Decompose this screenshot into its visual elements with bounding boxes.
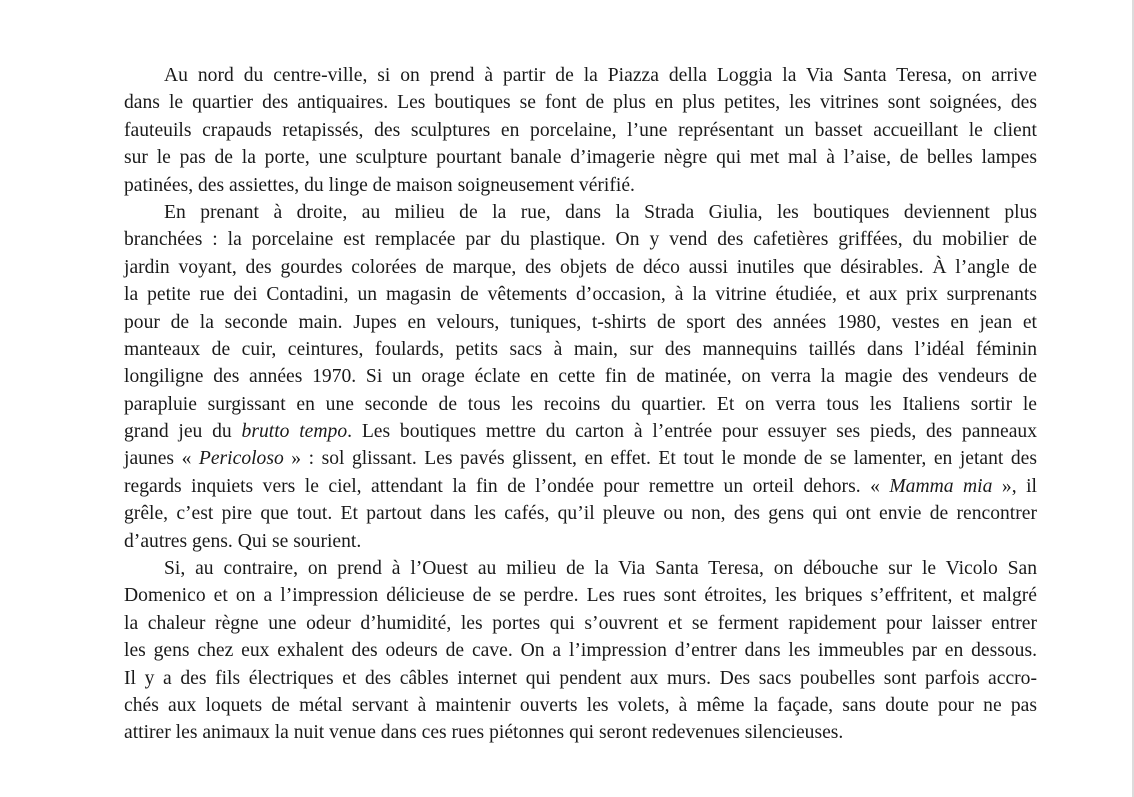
text-line — [124, 418, 1037, 445]
text-line: manteaux de cuir, ceintures, foulards, petits sacs à main, sur des mannequins taillés dans l’idéal féminin — [124, 338, 1037, 360]
paragraph — [124, 62, 1037, 199]
text-line: d’autres gens. Qui se sourient. — [124, 530, 362, 552]
text-segment: regards inquiets vers le ciel, attendant la fin de l’ondée pour remettre un orteil dehors. « — [124, 475, 890, 497]
text-line: jardin voyant, des gourdes colorées de marque, des objets de déco aussi inutiles que désirables. À l’angle de — [124, 256, 1037, 278]
text-line: Domenico et on a l’impression délicieuse de se perdre. Les rues sont étroites, les briques s’effritent, et malgré — [124, 585, 1037, 607]
document-page — [124, 62, 1037, 747]
text-line — [124, 473, 1037, 500]
text-line: les gens chez eux exhalent des odeurs de cave. On a l’impression d’entrer dans les immeubles par en dessous. — [124, 640, 1037, 662]
text-line: attirer les animaux la nuit venue dans ces rues piétonnes qui seront redevenues silencieuses. — [124, 722, 844, 744]
text-line: Si, au contraire, on prend à l’Ouest au milieu de la Via Santa Teresa, on débouche sur le Vicolo San — [164, 558, 1037, 580]
text-line: sur le pas de la porte, une sculpture pourtant banale d’imagerie nègre qui met mal à l’aise, de belles lampes — [124, 147, 1037, 169]
text-line: En prenant à droite, au milieu de la rue, dans la Strada Giulia, les boutiques deviennent plus — [164, 201, 1037, 223]
text-line: pour de la seconde main. Jupes en velours, tuniques, t-shirts de sport des années 1980, vestes en jean et — [124, 311, 1037, 333]
text-line — [124, 445, 1037, 472]
text-line: Au nord du centre-ville, si on prend à partir de la Piazza della Loggia la Via Santa Teresa, on arrive — [164, 65, 1037, 86]
paragraph — [124, 555, 1037, 747]
text-segment: grand jeu du — [124, 421, 242, 443]
text-segment: . Les boutiques mettre du carton à l’entrée pour essuyer ses pieds, des panneaux — [347, 421, 1038, 443]
paragraph — [124, 199, 1037, 555]
italic-text: brutto tempo — [241, 421, 348, 443]
text-line: branchées : la porcelaine est remplacée par du plastique. On y vend des cafetières griffées, du mobilier de — [124, 229, 1037, 251]
text-line: patinées, des assiettes, du linge de maison soigneusement vérifié. — [124, 174, 635, 196]
text-segment: jaunes « — [124, 448, 199, 470]
italic-text: Pericoloso — [198, 448, 284, 470]
text-segment: » : sol glissant. Les pavés glissent, en effet. Et tout le monde de se lamenter, en jetant des — [283, 448, 1037, 470]
text-line: grêle, c’est pire que tout. Et partout dans les cafés, qu’il pleuve ou non, des gens qui ont envie de rencontrer — [124, 503, 1037, 525]
text-line: la petite rue dei Contadini, un magasin de vêtements d’occasion, à la vitrine étudiée, et aux prix surprenants — [124, 284, 1037, 306]
text-segment: », il — [992, 475, 1037, 497]
text-line: fauteuils crapauds retapissés, des sculptures en porcelaine, l’une représentant un basset accueillant le client — [124, 119, 1037, 141]
text-line: dans le quartier des antiquaires. Les boutiques se font de plus en plus petites, les vitrines sont soignées, des — [124, 92, 1037, 114]
italic-text: Mamma mia — [889, 475, 993, 497]
text-line: Il y a des fils électriques et des câbles internet qui pendent aux murs. Des sacs poubelles sont parfois accro- — [124, 667, 1037, 689]
text-line: chés aux loquets de métal servant à maintenir ouverts les volets, à même la façade, sans doute pour ne pas — [124, 694, 1037, 716]
text-line: parapluie surgissant en une seconde de tous les recoins du quartier. Et on verra tous les Italiens sortir le — [124, 393, 1037, 415]
text-line: longiligne des années 1970. Si un orage éclate en cette fin de matinée, on verra la magie des vendeurs de — [124, 366, 1037, 388]
text-line: la chaleur règne une odeur d’humidité, les portes qui s’ouvrent et se ferment rapidement pour laisser entrer — [124, 612, 1037, 634]
